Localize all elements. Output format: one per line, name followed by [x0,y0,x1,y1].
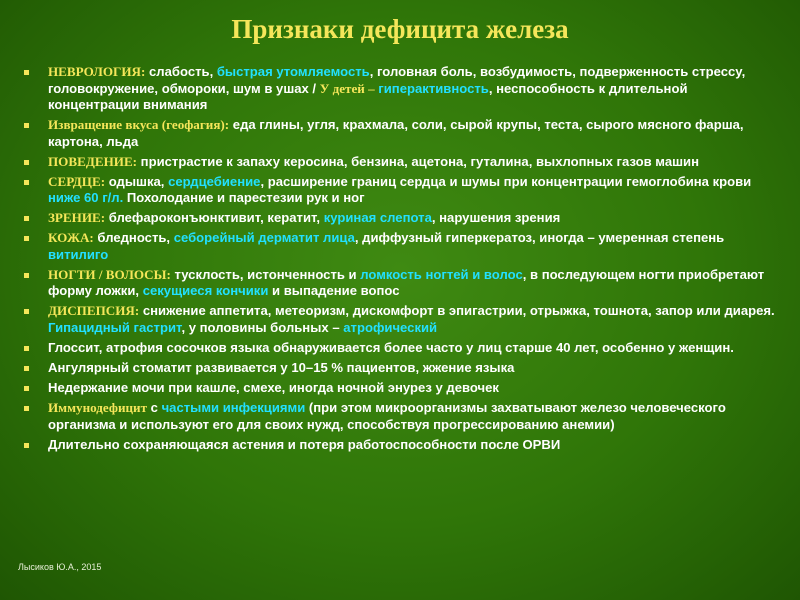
bullet-text: Недержание мочи при кашле, смехе, иногда ночной энурез у девочек [48,380,499,395]
square-bullet-icon [24,180,29,185]
bullet-text: пристрастие к запаху керосина, бензина, ацетона, гуталина, выхлопных газов машин [137,153,699,169]
square-bullet-icon [24,70,29,75]
bullet-heading: ЗРЕНИЕ: [48,210,106,226]
bullet-glossitis [22,340,782,357]
bullet-text: , у половины больных – [181,320,344,336]
bullet-text: и выпадение вопос [268,283,400,299]
bullet-text: , нарушения зрения [431,210,561,226]
square-bullet-icon [24,346,29,351]
bullet-skin [22,230,782,263]
square-bullet-icon [24,386,29,391]
slide-title: Признаки дефицита железа [231,14,569,44]
bullet-behavior [22,154,782,171]
square-bullet-icon [24,236,29,241]
bullet-text: , в последующем ногти приобретают форму ложки, [48,266,765,299]
bullet-list [22,64,782,457]
bullet-heading: Иммунодефицит [48,399,148,415]
highlighted-term: Гипацидный гастрит [48,320,182,336]
bullet-heading: У детей – [319,80,375,96]
bullet-text: , диффузный гиперкератоз, иногда – умеренная степень [354,230,725,246]
square-bullet-icon [24,123,29,128]
bullet-text: Похолодание и парестезии рук и ног [123,190,365,206]
square-bullet-icon [24,160,29,165]
highlighted-term: ломкость ногтей и волос [360,266,523,282]
bullet-text: блефароконъюнктивит, кератит, [105,210,324,226]
highlighted-term: секущиеся кончики [142,283,269,299]
bullet-dyspepsia [22,303,782,336]
bullet-heading: СЕРДЦЕ: [48,173,106,189]
bullet-heading: ПОВЕДЕНИЕ: [48,153,138,169]
bullet-neurology [22,64,782,114]
square-bullet-icon [24,406,29,411]
bullet-text: еда глины, угля, крахмала, соли, сырой крупы, теста, сырого мясного фарша, картона, льда [48,117,744,149]
bullet-asthenia [22,437,782,454]
bullet-stomatitis [22,360,782,377]
highlighted-term: быстрая утомляемость [216,64,370,79]
bullet-text: одышка, [105,173,169,189]
bullet-heading: НЕВРОЛОГИЯ: [48,64,146,79]
bullet-heading: КОЖА: [48,230,94,246]
highlighted-term: сердцебиение [168,173,261,189]
bullet-heart [22,174,782,207]
bullet-nails-hair [22,267,782,300]
square-bullet-icon [24,443,29,448]
bullet-heading: НОГТИ / ВОЛОСЫ: [48,266,171,282]
highlighted-term: витилиго [48,246,109,262]
highlighted-term: куриная слепота [323,210,432,226]
square-bullet-icon [24,216,29,221]
bullet-heading: ДИСПЕПСИЯ: [48,303,140,319]
highlighted-term: атрофический [343,320,438,336]
square-bullet-icon [24,273,29,278]
square-bullet-icon [24,309,29,314]
bullet-text: с [147,399,162,415]
bullet-incontinence [22,380,782,397]
bullet-immunodeficiency [22,400,782,433]
highlighted-term: частыми инфекциями [161,399,306,415]
square-bullet-icon [24,366,29,371]
bullet-text: , неспособность к длительной концентрации внимания [48,80,688,113]
highlighted-term: ниже 60 г/л. [48,190,124,206]
highlighted-term: себорейный дерматит лица [173,230,355,246]
bullet-taste [22,117,782,150]
bullet-text: (при этом микроорганизмы захватывают железо человеческого организма и используют его для своих нужд, способствуя прогрессированию анемии) [48,399,726,432]
bullet-vision [22,210,782,227]
bullet-text: , головная боль, возбудимость, подверженность стрессу, головокружение, обмороки, шум в ушах / [48,64,746,96]
bullet-text: Длительно сохраняющаяся астения и потеря работоспособности после ОРВИ [48,436,561,452]
bullet-heading: Извращение вкуса (геофагия): [48,117,230,133]
bullet-text: слабость, [145,64,217,79]
bullet-text: бледность, [93,230,174,246]
bullet-text: , расширение границ сердца и шумы при концентрации гемоглобина крови [260,173,752,189]
bullet-text: тусклость, истонченность и [170,266,361,282]
bullet-text: Глоссит, атрофия сосочков языка обнаруживается более часто у лиц старше 40 лет, особенно у женщин. [48,340,734,356]
footer-author: Лысиков Ю.А., 2015 [18,562,102,572]
bullet-text: снижение аппетита, метеоризм, дискомфорт в эпигастрии, отрыжка, тошнота, запор или диарея. [139,303,775,319]
highlighted-term: гиперактивность [378,80,489,96]
bullet-text: Ангулярный стоматит развивается у 10–15 % пациентов, жжение языка [48,360,515,376]
